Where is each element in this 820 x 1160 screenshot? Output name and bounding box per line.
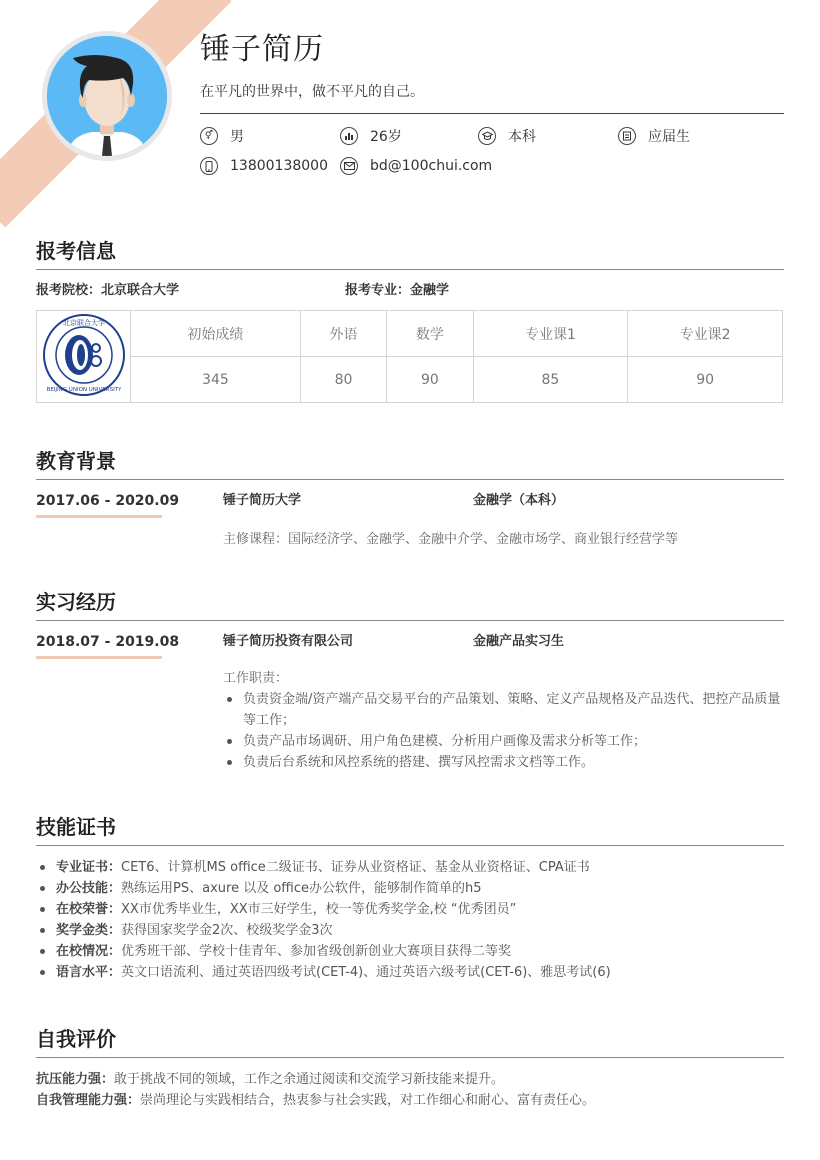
person-avatar-icon [47,36,167,156]
score-header: 初始成绩 [131,311,301,357]
score-header: 数学 [387,311,473,357]
score-header: 专业课2 [628,311,783,357]
education-section [36,448,784,550]
gender-value: 男 [230,129,244,145]
internship-detail [223,668,784,773]
skills-section [36,814,784,983]
university-logo [37,311,131,403]
score-table [36,310,783,403]
phone-value: 13800138000 [230,158,328,174]
evaluation-list [36,1069,784,1111]
email-value: bd@100chui.com [370,158,493,174]
section-divider [36,845,784,846]
score-value: 90 [387,357,473,403]
profile-header [200,30,784,176]
score-header: 专业课1 [473,311,628,357]
status-info [618,126,690,146]
exam-section [36,238,784,403]
education-degree: 金融学（本科） [473,493,565,508]
skill-item: 办公技能：熟练运用PS、axure 以及 office办公软件，能够制作简单的h5 [36,878,784,899]
skill-item: 在校情况：优秀班干部、学校十佳青年、参加省级创新创业大赛项目获得二等奖 [36,941,784,962]
section-divider [36,479,784,480]
section-divider [36,1057,784,1058]
score-value: 90 [628,357,783,403]
internship-date: 2018.07 - 2019.08 [36,634,180,650]
education-date: 2017.06 - 2020.09 [36,493,180,509]
header-divider [200,113,784,114]
section-divider [36,269,784,270]
score-value: 85 [473,357,628,403]
motto: 在平凡的世界中，做不平凡的自己。 [200,84,424,100]
score-value: 345 [131,357,301,403]
age-info [340,126,478,146]
gender-info [200,126,340,146]
phone-info [200,157,340,175]
duty-item: 负责后台系统和风控系统的搭建、撰写风控需求文档等工作。 [223,752,784,773]
resume-name: 锤子简历 [200,32,324,67]
education-courses: 主修课程：国际经济学、金融学、金融中介学、金融市场学、商业银行经营学等 [223,532,679,547]
score-header: 外语 [300,311,386,357]
section-title: 技能证书 [36,815,116,839]
skill-item: 专业证书：CET6、计算机MS office二级证书、证券从业资格证、基金从业资格证、CPA证书 [36,857,784,878]
education-school: 锤子简历大学 [223,493,302,508]
graduation-cap-icon [478,127,496,145]
target-major: 报考专业：金融学 [345,283,450,298]
skills-list [36,857,784,983]
bar-chart-icon [340,127,358,145]
section-divider [36,620,784,621]
skill-item: 语言水平：英文口语流利、通过英语四级考试(CET-4)、通过英语六级考试(CET-6)、雅思考试(6) [36,962,784,983]
age-value: 26岁 [370,129,402,145]
education-info [478,126,618,146]
date-underline [36,515,162,518]
score-value: 80 [300,357,386,403]
evaluation-item: 抗压能力强：敢于挑战不同的领域，工作之余通过阅读和交流学习新技能来提升。 [36,1072,505,1087]
university-emblem-icon [42,313,126,397]
document-icon [618,127,636,145]
section-title: 自我评价 [36,1027,116,1051]
email-info [340,157,492,175]
duty-label: 工作职责： [223,671,289,686]
duty-item: 负责产品市场调研、用户角色建模、分析用户画像及需求分析等工作； [223,731,784,752]
gender-icon: ⚥ [200,127,218,145]
education-value: 本科 [508,129,536,145]
internship-section [36,589,784,773]
section-title: 报考信息 [36,239,116,263]
svg-text:BEIJING UNION UNIVERSITY: BEIJING UNION UNIVERSITY [46,386,121,393]
svg-text:北京联合大学: 北京联合大学 [62,318,105,327]
evaluation-item: 自我管理能力强：崇尚理论与实践相结合，热衷参与社会实践，对工作细心和耐心、富有责任心。 [36,1093,596,1108]
status-value: 应届生 [648,129,690,145]
evaluation-section [36,1026,784,1111]
section-title: 教育背景 [36,449,116,473]
section-title: 实习经历 [36,590,116,614]
duty-list [223,689,784,773]
target-school: 报考院校：北京联合大学 [36,283,180,298]
avatar [42,31,172,161]
date-underline [36,656,162,659]
skill-item: 奖学金类：获得国家奖学金2次、校级奖学金3次 [36,920,784,941]
mail-icon [340,157,358,175]
skill-item: 在校荣誉：XX市优秀毕业生，XX市三好学生，校一等优秀奖学金,校 “优秀团员” [36,899,784,920]
internship-company: 锤子简历投资有限公司 [223,634,354,649]
phone-icon [200,157,218,175]
internship-role: 金融产品实习生 [473,634,565,649]
duty-item: 负责资金端/资产端产品交易平台的产品策划、策略、定义产品规格及产品迭代、把控产品质量等工作； [223,689,784,731]
